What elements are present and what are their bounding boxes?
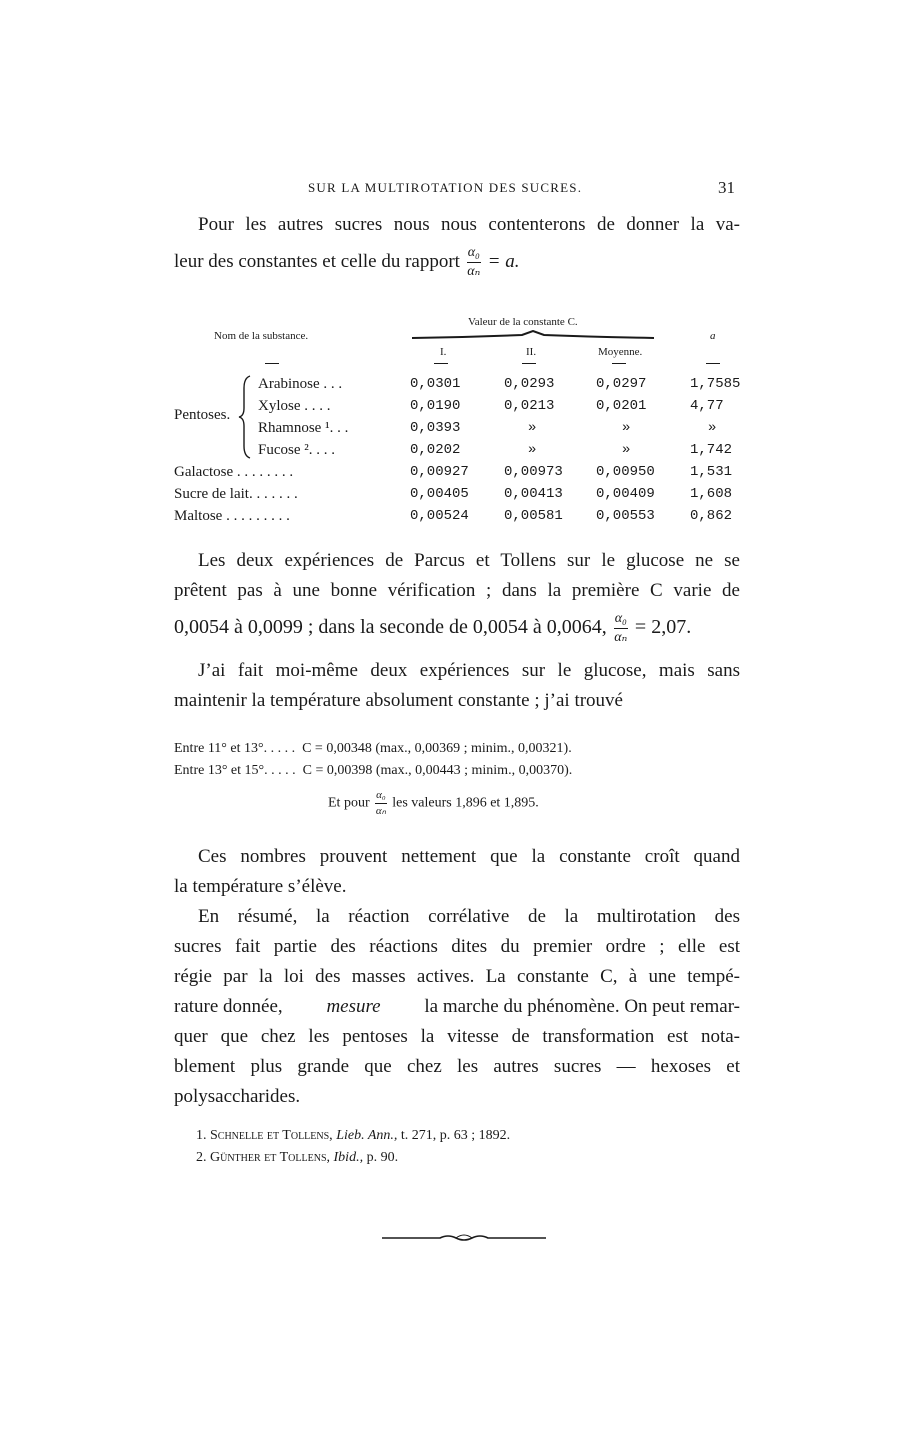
para2-line-3 bbox=[174, 612, 740, 645]
para5-line-2: sucres fait partie des réactions dites du premier ordre ; elle est bbox=[174, 936, 740, 957]
intro-paragraph bbox=[174, 210, 740, 279]
row-value-ii: » bbox=[528, 420, 537, 436]
footnote-authors: Günther et Tollens, bbox=[210, 1150, 331, 1165]
intro-line-1: Pour les autres sucres nous nous contenterons de donner la va- bbox=[198, 214, 740, 235]
col-header-mean: Moyenne. bbox=[598, 346, 643, 358]
para5-line-1: En résumé, la réaction corrélative de la multirotation des bbox=[198, 906, 740, 927]
et-pour-text: Et pour bbox=[328, 795, 370, 811]
ratio-equals-a: = a. bbox=[487, 250, 520, 272]
paragraph-temperature bbox=[174, 842, 740, 902]
ratio-fraction bbox=[467, 246, 481, 279]
brace-over-columns bbox=[412, 330, 654, 342]
row-value-i: 0,0190 bbox=[410, 398, 461, 414]
footnote-source: Ibid., bbox=[333, 1150, 364, 1165]
para3-line-1: J’ai fait moi-même deux expériences sur le glucose, mais sans bbox=[198, 660, 740, 681]
measure-row-1: Entre 11° et 13°. . . . . C = 0,00348 (max., 0,00369 ; minim., 0,00321). bbox=[174, 741, 572, 756]
header-dash bbox=[706, 363, 720, 364]
row-name: Sucre de lait. . . . . . . bbox=[174, 486, 298, 502]
row-value-ii: 0,0293 bbox=[504, 376, 555, 392]
paragraph-summary bbox=[174, 902, 740, 1112]
row-value-i: 0,0301 bbox=[410, 376, 461, 392]
header-dash bbox=[434, 363, 448, 364]
measurements-block bbox=[174, 738, 754, 817]
footnote-2 bbox=[196, 1150, 398, 1166]
para4-line-1: Ces nombres prouvent nettement que la constante croît quand bbox=[198, 846, 740, 867]
col-header-i: I. bbox=[440, 346, 447, 358]
row-value-ii: » bbox=[528, 442, 537, 458]
row-name: Galactose . . . . . . . . bbox=[174, 464, 294, 480]
ratio-numerator: α₀ bbox=[375, 790, 387, 804]
footnote-1 bbox=[196, 1128, 510, 1144]
col-header-ii: II. bbox=[526, 346, 537, 358]
col-header-constant: Valeur de la constante C. bbox=[468, 316, 578, 328]
para5-line-4b: la marche du phénomène. On peut remar- bbox=[424, 996, 740, 1017]
ratio-fraction bbox=[614, 612, 628, 645]
running-title: SUR LA MULTIROTATION DES SUCRES. bbox=[308, 180, 583, 195]
para2-line-1: Les deux expériences de Parcus et Tollens sur le glucose ne se bbox=[198, 550, 740, 571]
row-value-mean: 0,0201 bbox=[596, 398, 647, 414]
ratio-denominator: αₙ bbox=[467, 264, 481, 279]
row-value-mean: » bbox=[622, 420, 631, 436]
paragraph-own-experiments bbox=[174, 656, 740, 716]
ratio-numerator: α₀ bbox=[467, 246, 481, 263]
values-text: les valeurs 1,896 et 1,895. bbox=[392, 795, 539, 811]
footnote-rest: t. 271, p. 63 ; 1892. bbox=[400, 1128, 511, 1143]
pentoses-label: Pentoses. bbox=[174, 407, 231, 423]
row-value-a: 1,608 bbox=[690, 486, 733, 502]
row-value-i: 0,00927 bbox=[410, 464, 469, 480]
para5-line-5: quer que chez les pentoses la vitesse de transformation est nota- bbox=[174, 1026, 740, 1047]
row-name: Xylose . . . . bbox=[258, 398, 331, 414]
header-dash bbox=[265, 363, 279, 364]
para5-line-3: régie par la loi des masses actives. La constante C, à une tempé- bbox=[174, 966, 740, 987]
row-value-a: 1,7585 bbox=[690, 376, 741, 392]
row-value-i: 0,00405 bbox=[410, 486, 469, 502]
col-header-a: a bbox=[710, 330, 716, 342]
row-value-mean: 0,0297 bbox=[596, 376, 647, 392]
header-dash bbox=[522, 363, 536, 364]
ratio-fraction bbox=[375, 790, 387, 817]
row-value-mean: » bbox=[622, 442, 631, 458]
row-value-ii: 0,00973 bbox=[504, 464, 563, 480]
row-name: Maltose . . . . . . . . . bbox=[174, 508, 290, 524]
row-value-mean: 0,00409 bbox=[596, 486, 655, 502]
para5-line-7: polysaccharides. bbox=[174, 1086, 301, 1107]
emphasis-mesure: mesure bbox=[326, 996, 381, 1017]
pentoses-brace bbox=[238, 374, 254, 460]
row-value-ii: 0,00581 bbox=[504, 508, 563, 524]
row-value-a: 1,742 bbox=[690, 442, 733, 458]
row-name: Rhamnose ¹. . . bbox=[258, 420, 349, 436]
measure-row-2: Entre 13° et 15°. . . . . C = 0,00398 (max., 0,00443 ; minim., 0,00370). bbox=[174, 763, 573, 778]
measure-values-line bbox=[174, 790, 754, 817]
row-value-ii: 0,0213 bbox=[504, 398, 555, 414]
ratio-denominator: αₙ bbox=[614, 630, 628, 645]
paragraph-parcus-tollens bbox=[174, 546, 740, 645]
footnote-rest: p. 90. bbox=[366, 1150, 399, 1165]
para2-line-2: prêtent pas à une bonne vérification ; dans la première C varie de bbox=[174, 580, 740, 601]
row-value-a: 0,862 bbox=[690, 508, 733, 524]
page-number: 31 bbox=[718, 178, 735, 197]
para2-line-3-text: 0,0054 à 0,0099 ; dans la seconde de 0,0054 à 0,0064, bbox=[174, 616, 607, 639]
row-name: Fucose ². . . . bbox=[258, 442, 335, 458]
row-value-ii: 0,00413 bbox=[504, 486, 563, 502]
ratio-numerator: α₀ bbox=[614, 612, 628, 629]
ratio-denominator: αₙ bbox=[375, 805, 386, 817]
footnote-number: 1. bbox=[196, 1128, 207, 1143]
intro-line-2-text: leur des constantes et celle du rapport bbox=[174, 250, 460, 272]
row-value-a: 4,77 bbox=[690, 398, 724, 414]
para5-line-6: blement plus grande que chez les autres sucres — hexoses et bbox=[174, 1056, 740, 1077]
row-value-a: 1,531 bbox=[690, 464, 733, 480]
row-value-a: » bbox=[708, 420, 717, 436]
row-value-mean: 0,00950 bbox=[596, 464, 655, 480]
header-dash bbox=[612, 363, 626, 364]
para3-line-2: maintenir la température absolument constante ; j’ai trouvé bbox=[174, 690, 623, 711]
row-value-i: 0,0393 bbox=[410, 420, 461, 436]
para4-line-2: la température s’élève. bbox=[174, 876, 347, 897]
para5-line-4a: rature donnée, bbox=[174, 996, 283, 1017]
footnote-authors: Schnelle et Tollens, bbox=[210, 1128, 333, 1143]
intro-line-2 bbox=[174, 246, 740, 279]
row-value-i: 0,0202 bbox=[410, 442, 461, 458]
col-header-name: Nom de la substance. bbox=[214, 330, 309, 342]
row-value-mean: 0,00553 bbox=[596, 508, 655, 524]
para5-line-4 bbox=[174, 992, 740, 1022]
row-name: Arabinose . . . bbox=[258, 376, 343, 392]
footnote-number: 2. bbox=[196, 1150, 207, 1165]
footnote-source: Lieb. Ann., bbox=[336, 1128, 398, 1143]
end-ornament bbox=[382, 1232, 546, 1244]
ratio-result: = 2,07. bbox=[634, 616, 692, 639]
row-value-i: 0,00524 bbox=[410, 508, 469, 524]
